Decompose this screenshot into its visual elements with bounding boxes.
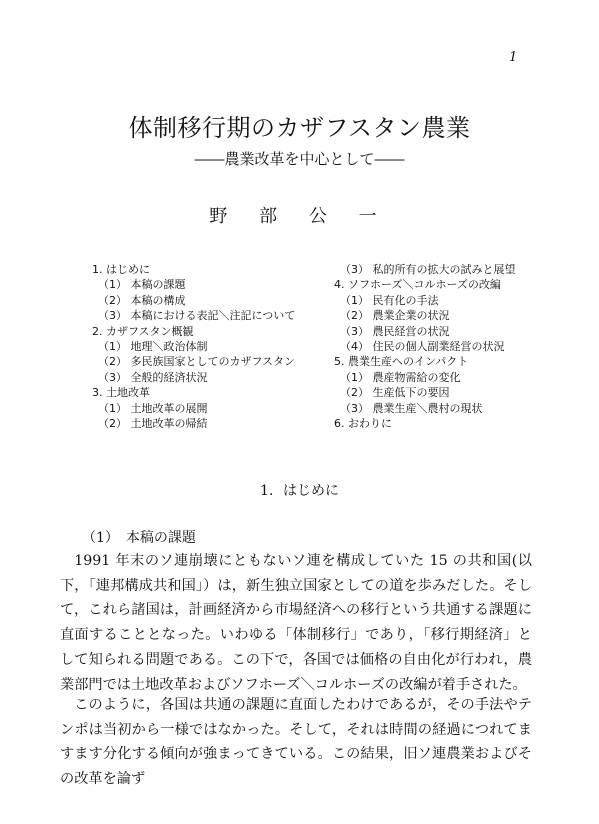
- toc-entry-number: （1）: [98, 278, 127, 292]
- toc-entry-label: 民有化の手法: [372, 293, 439, 307]
- paper-title: 体制移行期のカザフスタン農業: [128, 114, 471, 142]
- toc-entry-label: 地理＼政治体制: [130, 340, 208, 354]
- table-of-contents-right: [334, 262, 574, 431]
- toc-entry-label: 生産低下の要因: [372, 386, 450, 400]
- toc-entry-number: （1）: [98, 340, 127, 354]
- toc-entry: [92, 354, 332, 369]
- toc-entry-label: 農業企業の状況: [372, 309, 450, 323]
- toc-entry: [92, 385, 332, 400]
- toc-entry-number: （2）: [340, 386, 369, 400]
- toc-entry-number: （3）: [340, 324, 369, 338]
- toc-entry-number: （2）: [98, 293, 127, 307]
- toc-entry-label: 土地改革の展開: [130, 401, 208, 415]
- section-heading: 1．はじめに: [260, 483, 339, 499]
- toc-entry-label: 土地改革: [106, 386, 150, 400]
- toc-entry: [334, 385, 574, 400]
- table-of-contents-left: [92, 262, 332, 431]
- toc-entry-number: 6.: [334, 417, 345, 431]
- toc-entry-number: （2）: [340, 309, 369, 323]
- paragraph-text: このように，各国は共通の課題に直面したわけであるが，その手法やテンポは当初から一様ではなかった。そして，それは時間の経過につれてますます分化する傾向が強まってきている。この結果，旧ソ連農業およびその改革を論ず: [60, 697, 532, 788]
- toc-entry-label: カザフスタン概観: [106, 324, 194, 338]
- toc-entry-label: 農産物需給の変化: [372, 370, 461, 384]
- toc-entry-label: 本稿の構成: [130, 293, 186, 307]
- toc-entry-label: 住民の個人副業経営の状況: [372, 340, 505, 354]
- toc-entry-label: 本稿の課題: [130, 278, 186, 292]
- toc-entry-label: 農業生産＼農村の現状: [372, 401, 483, 415]
- toc-entry-label: 多民族国家としてのカザフスタン: [130, 355, 296, 369]
- page-number: 1: [509, 50, 518, 65]
- body-paragraph: [60, 693, 532, 792]
- subsection-heading: （1） 本稿の課題: [82, 530, 196, 546]
- toc-entry: [92, 416, 332, 431]
- toc-entry: [334, 308, 574, 323]
- toc-entry-number: （1）: [98, 401, 127, 415]
- paper-subtitle: ――農業改革を中心として――: [194, 150, 405, 168]
- toc-entry: [334, 370, 574, 385]
- toc-entry: [92, 308, 332, 323]
- toc-entry: [334, 401, 574, 416]
- toc-entry: [334, 293, 574, 308]
- toc-entry-label: 土地改革の帰結: [130, 417, 208, 431]
- toc-entry-label: 農業生産へのインパクト: [348, 355, 469, 369]
- toc-entry-number: 1.: [92, 263, 103, 276]
- toc-entry: [92, 262, 332, 277]
- toc-entry-label: 農民経営の状況: [372, 324, 450, 338]
- toc-entry-number: （4）: [340, 340, 369, 354]
- toc-entry-number: 4.: [334, 278, 345, 292]
- toc-entry-label: はじめに: [106, 263, 150, 276]
- paragraph-text: 1991 年末のソ連崩壊にともないソ連を構成していた 15 の共和国(以下，「連邦構成共和国」）は，新生独立国家としての道を歩みだした。そして，これら諸国は，計画経済から市場経済への移行という共通する課題に直面することとなった。いわゆる「体制移行」であり，「移行期経済」として知られる問題である。この下で，各国では価格の自由化が行われ，農業部門では土地改革およびソフホーズ＼コルホーズの改編が着手された。: [60, 553, 532, 693]
- toc-entry: [92, 277, 332, 292]
- toc-entry: [334, 354, 574, 369]
- toc-entry-label: 全般的経済状況: [130, 370, 208, 384]
- toc-entry-label: 私的所有の拡大の試みと展望: [372, 263, 516, 276]
- toc-entry-label: ソフホーズ＼コルホーズの改編: [348, 278, 501, 292]
- toc-entry: [92, 324, 332, 339]
- toc-entry: [334, 339, 574, 354]
- toc-entry-number: （1）: [340, 370, 369, 384]
- toc-entry-number: 3.: [92, 386, 103, 400]
- body-paragraph: [60, 549, 532, 697]
- author-name: 野 部 公 一: [209, 206, 390, 227]
- toc-entry-label: おわりに: [348, 417, 392, 431]
- toc-entry: [92, 293, 332, 308]
- toc-entry: [92, 370, 332, 385]
- toc-entry: [92, 401, 332, 416]
- toc-entry-number: （2）: [98, 417, 127, 431]
- toc-entry-label: 本稿における表記＼注記について: [130, 309, 296, 323]
- toc-entry-number: （3）: [340, 263, 369, 276]
- toc-entry-number: （3）: [340, 401, 369, 415]
- toc-entry-number: 2.: [92, 324, 103, 338]
- toc-entry-number: （3）: [98, 370, 127, 384]
- toc-entry-number: 5.: [334, 355, 345, 369]
- toc-entry: [334, 277, 574, 292]
- toc-entry: [334, 262, 574, 277]
- toc-entry: [92, 339, 332, 354]
- toc-entry-number: （2）: [98, 355, 127, 369]
- toc-entry-number: （3）: [98, 309, 127, 323]
- toc-entry-number: （1）: [340, 293, 369, 307]
- toc-entry: [334, 324, 574, 339]
- toc-entry: [334, 416, 574, 431]
